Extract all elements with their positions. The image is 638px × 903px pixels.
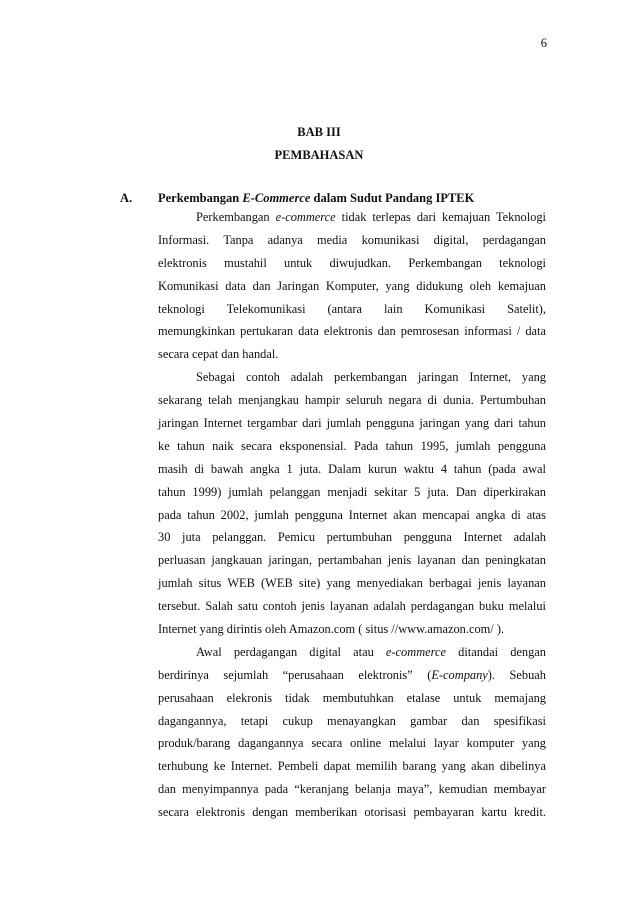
paragraph-3-line: berdirinya sejumlah “perusahaan elektronis” (E-company). Sebuah <box>158 667 546 682</box>
paragraph-3-line: terhubung ke Internet. Pembeli dapat memilih barang yang akan dibelinya <box>158 759 546 774</box>
paragraph-3-line: perusahaan elekronis tidak membutuhkan etalase untuk memajang <box>158 690 546 705</box>
paragraph-2-line: perluasan jangkauan jaringan, pertambahan jenis layanan dan peningkatan <box>158 553 546 568</box>
paragraph-2-line: tersebut. Salah satu contoh jenis layanan adalah perdagangan buku melalui <box>158 599 546 614</box>
paragraph-2-line: pada tahun 2002, jumlah pengguna Internet akan mencapai angka di atas <box>158 507 546 522</box>
body-text <box>158 206 546 824</box>
paragraph-1-line: Perkembangan e-commerce tidak terlepas dari kemajuan Teknologi <box>196 210 547 224</box>
paragraph-3-line: dagangannya, tetapi cukup menayangkan gambar dan spesifikasi <box>158 713 546 728</box>
paragraph-3-line: Awal perdagangan digital atau e-commerce ditandai dengan <box>196 644 547 659</box>
paragraph-3-line: secara elektronis dengan memberikan otorisasi pembayaran kartu kredit. <box>158 805 546 820</box>
paragraph-2-line: sekarang telah menjangkau hampir seluruh negara di dunia. Pertumbuhan <box>158 393 546 408</box>
paragraph-1-line: secara cepat dan handal. <box>158 347 279 362</box>
paragraph-2-line: Sebagai contoh adalah perkembangan jaringan Internet, yang <box>196 370 546 385</box>
paragraph-2-line: jaringan Internet tergambar dari jumlah pengguna jaringan yang dari tahun <box>158 416 546 431</box>
paragraph-1-line: Informasi. Tanpa adanya media komunikasi digital, perdagangan <box>158 232 546 247</box>
page-number: 6 <box>540 36 547 50</box>
paragraph-2-line: jumlah situs WEB (WEB site) yang menyediakan berbagai jenis layanan <box>158 576 546 591</box>
paragraph-2-line: masih di bawah angka 1 juta. Dalam kurun waktu 4 tahun (pada awal <box>158 461 546 476</box>
section-letter: A. <box>120 191 133 205</box>
paragraph-2-line: ke tahun naik secara eksponensial. Pada tahun 1995, jumlah pengguna <box>158 438 546 453</box>
paragraph-3-line: dan menyimpannya pada “keranjang belanja maya”, kemudian membayar <box>158 782 546 797</box>
paragraph-3-line: produk/barang dagangannya secara online melalui layar komputer yang <box>158 736 546 751</box>
paragraph-1-line: Komunikasi data dan Jaringan Komputer, yang didukung oleh kemajuan <box>158 278 546 293</box>
paragraph-1-line: teknologi Telekomunikasi (antara lain Komunikasi Satelit), <box>158 301 546 316</box>
chapter-title: PEMBAHASAN <box>274 148 364 162</box>
section-heading: Perkembangan E-Commerce dalam Sudut Pandang IPTEK <box>158 191 475 205</box>
paragraph-2-line: Internet yang dirintis oleh Amazon.com ( situs //www.amazon.com/ ). <box>158 622 505 637</box>
paragraph-2-line: 30 juta pelanggan. Pemicu pertumbuhan pengguna Internet adalah <box>158 530 546 545</box>
paragraph-2-line: tahun 1999) jumlah pelanggan menjadi sekitar 5 juta. Dan diperkirakan <box>158 484 546 499</box>
paragraph-1-line: memungkinkan pertukaran data elektronis dan pemrosesan informasi / data <box>158 324 546 339</box>
paragraph-1-line: elektronis mustahil untuk diwujudkan. Perkembangan teknologi <box>158 255 546 270</box>
chapter-number: BAB III <box>297 125 341 139</box>
